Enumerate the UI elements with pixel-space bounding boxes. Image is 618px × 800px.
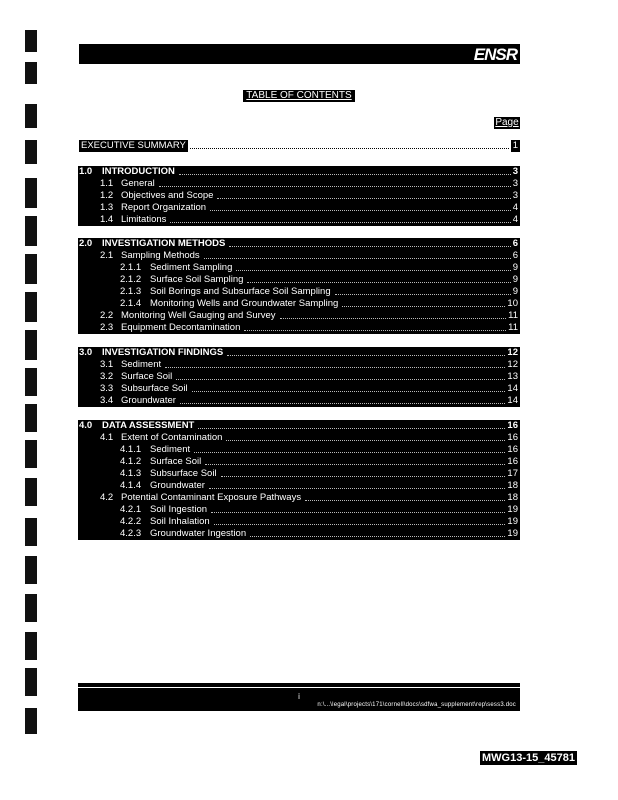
toc-entry-page: 19 bbox=[507, 528, 518, 539]
leader-dots bbox=[305, 492, 505, 501]
leader-dots bbox=[247, 274, 510, 283]
binder-mark bbox=[25, 254, 37, 284]
binder-mark bbox=[25, 330, 37, 360]
binder-mark bbox=[25, 140, 37, 164]
binder-mark bbox=[25, 632, 37, 660]
leader-dots bbox=[342, 298, 505, 307]
toc-entry-number: 4.1 bbox=[100, 432, 114, 443]
toc-entry-page: 19 bbox=[507, 516, 518, 527]
toc-entry-label: Surface Soil bbox=[121, 371, 173, 382]
toc-entry bbox=[78, 444, 520, 456]
toc-entry bbox=[78, 456, 520, 468]
toc-entry-page: 9 bbox=[512, 274, 518, 285]
binder-mark bbox=[25, 518, 37, 546]
toc-entry-label: Monitoring Wells and Groundwater Sampling bbox=[150, 298, 339, 309]
toc-entry-number: 3.0 bbox=[79, 347, 93, 358]
binder-mark bbox=[25, 556, 37, 584]
toc-entry-label: Subsurface Soil bbox=[121, 383, 188, 394]
toc-entry-number: 1.3 bbox=[100, 202, 114, 213]
page-number: i bbox=[298, 692, 300, 701]
toc-entry bbox=[78, 516, 520, 528]
toc-entry bbox=[78, 214, 520, 226]
toc-entry-page: 1 bbox=[512, 140, 518, 151]
toc-entry-label: Groundwater Ingestion bbox=[150, 528, 247, 539]
toc-entry-label: Limitations bbox=[121, 214, 167, 225]
toc-entry-page: 11 bbox=[508, 310, 518, 321]
toc-entry-number: 2.1.3 bbox=[120, 286, 142, 297]
binder-mark bbox=[25, 594, 37, 622]
toc-entry-number: 1.0 bbox=[79, 166, 93, 177]
binder-mark bbox=[25, 104, 37, 128]
leader-dots bbox=[179, 166, 511, 175]
toc-entry-label: Subsurface Soil bbox=[150, 468, 217, 479]
toc-entry bbox=[78, 468, 520, 480]
leader-dots bbox=[214, 516, 506, 525]
footer-rule bbox=[78, 687, 520, 688]
toc-entry-page: 11 bbox=[508, 322, 518, 333]
toc-entry-number: 4.1.4 bbox=[120, 480, 142, 491]
file-path: n:\...\legal\projects\171\cornell\docs\sdfwa_supplement\rep\sess3.doc bbox=[317, 702, 516, 708]
toc-entry-number: 1.1 bbox=[100, 178, 114, 189]
leader-dots bbox=[250, 528, 505, 537]
toc-entry-label: Groundwater bbox=[150, 480, 205, 491]
leader-dots bbox=[190, 140, 509, 149]
toc-entry bbox=[78, 492, 520, 504]
page-title: TABLE OF CONTENTS bbox=[243, 90, 355, 102]
toc-entry-number: 2.1 bbox=[100, 250, 114, 261]
toc-entry-label: DATA ASSESSMENT bbox=[102, 420, 195, 431]
toc-entry-label: Soil Inhalation bbox=[150, 516, 210, 527]
binder-mark bbox=[25, 478, 37, 506]
toc-entry bbox=[78, 371, 520, 383]
toc-entry-number: 3.1 bbox=[100, 359, 114, 370]
binder-mark bbox=[25, 368, 37, 396]
toc-entry-page: 16 bbox=[507, 456, 518, 467]
leader-dots bbox=[170, 214, 510, 223]
toc-entry-page: 4 bbox=[512, 214, 518, 225]
leader-dots bbox=[221, 468, 506, 477]
binder-mark bbox=[25, 668, 37, 696]
toc-entry bbox=[78, 359, 520, 371]
toc-entry-label: Soil Borings and Subsurface Soil Sampling bbox=[150, 286, 331, 297]
toc-entry-page: 19 bbox=[507, 504, 518, 515]
toc-entry-page: 10 bbox=[507, 298, 518, 309]
toc-entry bbox=[78, 480, 520, 492]
toc-entry-label: Sediment bbox=[150, 444, 191, 455]
toc-entry-page: 16 bbox=[507, 420, 518, 431]
toc-entry-label: Groundwater bbox=[121, 395, 176, 406]
toc-entry-number: 4.0 bbox=[79, 420, 93, 431]
toc-entry-page: 14 bbox=[507, 383, 518, 394]
toc-entry bbox=[78, 432, 520, 444]
toc-entry-label: Surface Soil Sampling bbox=[150, 274, 244, 285]
toc-entry bbox=[78, 310, 520, 322]
toc-entry bbox=[78, 286, 520, 298]
toc-entry bbox=[78, 190, 520, 202]
toc-entry-page: 9 bbox=[512, 286, 518, 297]
toc-entry-number: 4.1.1 bbox=[120, 444, 142, 455]
leader-dots bbox=[211, 504, 505, 513]
leader-dots bbox=[180, 395, 506, 404]
toc-entry bbox=[78, 274, 520, 286]
toc-entry-label: INVESTIGATION FINDINGS bbox=[102, 347, 224, 358]
leader-dots bbox=[227, 347, 505, 356]
toc-entry bbox=[78, 504, 520, 516]
toc-entry-label: Monitoring Well Gauging and Survey bbox=[121, 310, 276, 321]
toc-entry-number: 4.2 bbox=[100, 492, 114, 503]
leader-dots bbox=[217, 190, 510, 199]
binder-mark bbox=[25, 30, 37, 52]
toc-entry bbox=[78, 383, 520, 395]
toc-entry-page: 13 bbox=[507, 371, 518, 382]
footer-bar bbox=[78, 683, 520, 711]
page-column-label: Page bbox=[495, 117, 519, 128]
toc-entry-page: 16 bbox=[507, 432, 518, 443]
toc-entry-number: 3.4 bbox=[100, 395, 114, 406]
toc-section bbox=[78, 238, 520, 334]
toc-entry-page: 4 bbox=[512, 202, 518, 213]
header-bar bbox=[79, 44, 520, 64]
leader-dots bbox=[280, 310, 507, 319]
toc-entry bbox=[78, 262, 520, 274]
leader-dots bbox=[205, 456, 505, 465]
toc-entry bbox=[78, 420, 520, 432]
binder-mark bbox=[25, 62, 37, 84]
document-id: MWG13-15_45781 bbox=[480, 751, 577, 765]
binder-mark bbox=[25, 292, 37, 322]
toc-entry-number: 1.4 bbox=[100, 214, 114, 225]
toc-entry bbox=[78, 347, 520, 359]
toc-entry-label: Equipment Decontamination bbox=[121, 322, 241, 333]
binder-mark bbox=[25, 404, 37, 432]
binder-mark bbox=[25, 178, 37, 208]
toc-entry bbox=[78, 395, 520, 407]
binder-mark bbox=[25, 708, 37, 734]
toc-entry-number: 4.1.3 bbox=[120, 468, 142, 479]
binder-mark bbox=[25, 440, 37, 468]
toc-entry-number: 2.0 bbox=[79, 238, 93, 249]
toc-entry bbox=[78, 250, 520, 262]
toc-entry-label: INVESTIGATION METHODS bbox=[102, 238, 226, 249]
leader-dots bbox=[210, 202, 511, 211]
toc-entry-number: 4.1.2 bbox=[120, 456, 142, 467]
toc-entry-number: 4.2.2 bbox=[120, 516, 142, 527]
toc-entry bbox=[78, 298, 520, 310]
toc-entry-executive-summary bbox=[79, 140, 520, 152]
company-logo: ENSR bbox=[473, 45, 517, 64]
toc-entry bbox=[78, 238, 520, 250]
toc-entry-page: 14 bbox=[507, 395, 518, 406]
toc-entry-page: 18 bbox=[507, 480, 518, 491]
toc-section bbox=[78, 420, 520, 540]
toc-section bbox=[78, 166, 520, 226]
toc-entry-page: 9 bbox=[512, 262, 518, 273]
toc-entry-page: 12 bbox=[507, 359, 518, 370]
leader-dots bbox=[176, 371, 505, 380]
toc-entry-page: 16 bbox=[507, 444, 518, 455]
binder-mark bbox=[25, 216, 37, 246]
toc-entry-label: Sampling Methods bbox=[121, 250, 200, 261]
leader-dots bbox=[194, 444, 505, 453]
toc-entry-number: 3.3 bbox=[100, 383, 114, 394]
toc-entry-label: Extent of Contamination bbox=[121, 432, 223, 443]
leader-dots bbox=[226, 432, 505, 441]
leader-dots bbox=[165, 359, 505, 368]
toc-entry-label: EXECUTIVE SUMMARY bbox=[81, 140, 186, 151]
leader-dots bbox=[209, 480, 506, 489]
toc-entry-page: 6 bbox=[512, 250, 518, 261]
toc-entry-number: 3.2 bbox=[100, 371, 114, 382]
toc-entry-number: 1.2 bbox=[100, 190, 114, 201]
leader-dots bbox=[236, 262, 510, 271]
toc-entry-number: 2.2 bbox=[100, 310, 114, 321]
toc-entry-label: Potential Contaminant Exposure Pathways bbox=[121, 492, 302, 503]
leader-dots bbox=[335, 286, 511, 295]
toc-entry-page: 6 bbox=[512, 238, 518, 249]
toc-entry bbox=[78, 322, 520, 334]
leader-dots bbox=[159, 178, 511, 187]
toc-entry-number: 2.1.1 bbox=[120, 262, 142, 273]
toc-entry-number: 2.3 bbox=[100, 322, 114, 333]
toc-entry-label: Objectives and Scope bbox=[121, 190, 214, 201]
leader-dots bbox=[198, 420, 505, 429]
toc-entry-page: 3 bbox=[512, 166, 518, 177]
leader-dots bbox=[244, 322, 506, 331]
toc-entry-label: INTRODUCTION bbox=[102, 166, 175, 177]
toc-entry-page: 3 bbox=[512, 178, 518, 189]
leader-dots bbox=[229, 238, 510, 247]
toc-entry-page: 18 bbox=[507, 492, 518, 503]
toc-entry-label: General bbox=[121, 178, 155, 189]
toc-entry-page: 12 bbox=[507, 347, 518, 358]
leader-dots bbox=[192, 383, 506, 392]
toc-entry-label: Soil Ingestion bbox=[150, 504, 208, 515]
toc-entry-page: 3 bbox=[512, 190, 518, 201]
toc-entry-number: 4.2.1 bbox=[120, 504, 142, 515]
toc-entry bbox=[78, 178, 520, 190]
toc-entry bbox=[78, 166, 520, 178]
toc-entry-number: 2.1.4 bbox=[120, 298, 142, 309]
toc-entry-label: Sediment bbox=[121, 359, 162, 370]
toc-entry-label: Surface Soil bbox=[150, 456, 202, 467]
toc-entry bbox=[78, 202, 520, 214]
toc-section bbox=[78, 347, 520, 407]
leader-dots bbox=[204, 250, 511, 259]
toc-entry-number: 2.1.2 bbox=[120, 274, 142, 285]
toc-entry-label: Sediment Sampling bbox=[150, 262, 233, 273]
toc-entry-page: 17 bbox=[507, 468, 518, 479]
toc-entry-number: 4.2.3 bbox=[120, 528, 142, 539]
toc-entry bbox=[78, 528, 520, 540]
toc-entry-label: Report Organization bbox=[121, 202, 207, 213]
